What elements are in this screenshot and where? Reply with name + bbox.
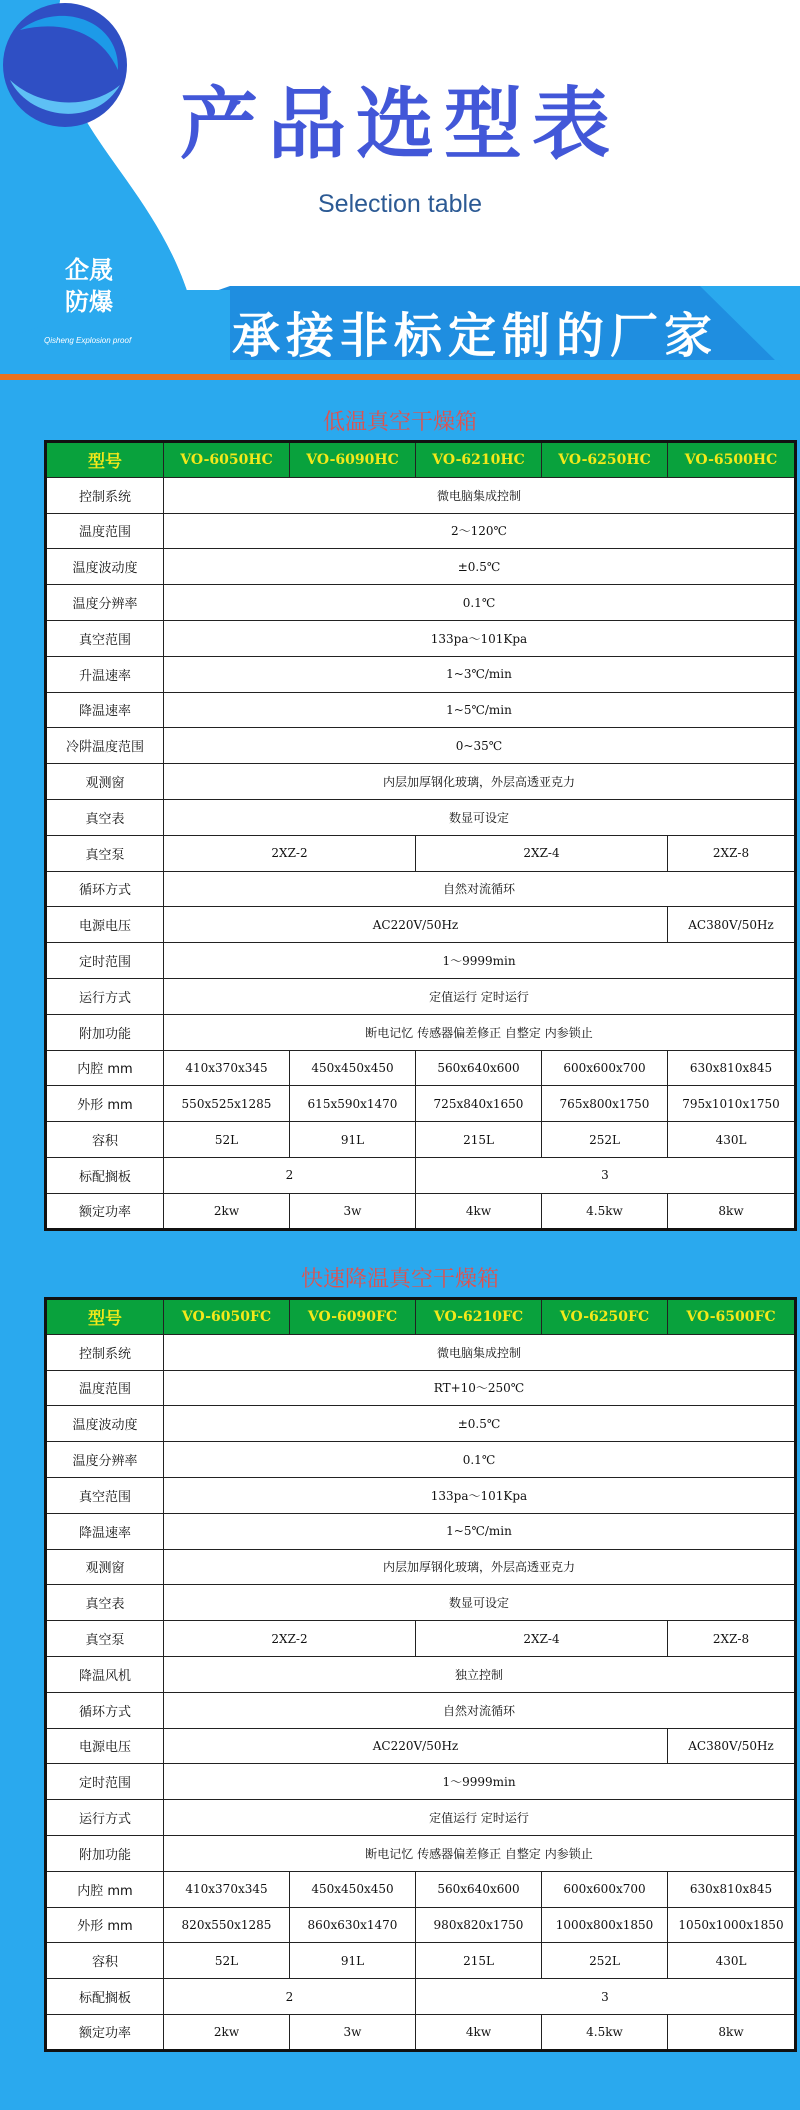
table-row xyxy=(46,871,796,907)
header-divider xyxy=(0,374,800,380)
table-cell: 410x370x345 xyxy=(164,1871,290,1907)
table-cell: 4.5kw xyxy=(542,1193,668,1229)
model-label: 型号 xyxy=(46,442,164,478)
logo-text-line2: 防爆 xyxy=(65,287,113,316)
table-cell: 1~5℃/min xyxy=(164,1513,796,1549)
table-row xyxy=(46,585,796,621)
row-label: 定时范围 xyxy=(46,943,164,979)
page-title: 产品选型表 xyxy=(179,79,620,170)
table-cell: 560x640x600 xyxy=(416,1871,542,1907)
table-cell: 860x630x1470 xyxy=(290,1907,416,1943)
table-cell: 630x810x845 xyxy=(668,1050,796,1086)
model-name: VO-6250HC xyxy=(542,442,668,478)
table-cell: 2XZ-2 xyxy=(164,835,416,871)
row-label: 降温速率 xyxy=(46,692,164,728)
table-row xyxy=(46,1621,796,1657)
table-cell: 3 xyxy=(416,1157,796,1193)
table-cell: 765x800x1750 xyxy=(542,1086,668,1122)
table-row xyxy=(46,1692,796,1728)
table-row xyxy=(46,1157,796,1193)
table-cell: 215L xyxy=(416,1943,542,1979)
model-name: VO-6050FC xyxy=(164,1299,290,1335)
table-cell: 52L xyxy=(164,1943,290,1979)
table-cell: 微电脑集成控制 xyxy=(164,1334,796,1370)
row-label: 外形 mm xyxy=(46,1086,164,1122)
table-cell: 1~5℃/min xyxy=(164,692,796,728)
table-cell: 600x600x700 xyxy=(542,1871,668,1907)
table-row xyxy=(46,513,796,549)
table-cell: 133pa～101Kpa xyxy=(164,1477,796,1513)
table-row xyxy=(46,835,796,871)
table-cell: 215L xyxy=(416,1122,542,1158)
row-label: 真空范围 xyxy=(46,1477,164,1513)
table-cell: 600x600x700 xyxy=(542,1050,668,1086)
table-row xyxy=(46,1728,796,1764)
row-label: 降温风机 xyxy=(46,1656,164,1692)
row-label: 观测窗 xyxy=(46,1549,164,1585)
table-row xyxy=(46,1656,796,1692)
table-row xyxy=(46,978,796,1014)
row-label: 循环方式 xyxy=(46,871,164,907)
row-label: 真空范围 xyxy=(46,620,164,656)
row-label: 观测窗 xyxy=(46,764,164,800)
table-cell: 独立控制 xyxy=(164,1656,796,1692)
row-label: 真空表 xyxy=(46,799,164,835)
table-cell: 1~3℃/min xyxy=(164,656,796,692)
logo-tagline: Qisheng Explosion proof xyxy=(44,336,132,345)
row-label: 内腔 mm xyxy=(46,1050,164,1086)
table-cell: 820x550x1285 xyxy=(164,1907,290,1943)
row-label: 温度分辨率 xyxy=(46,1442,164,1478)
row-label: 运行方式 xyxy=(46,1800,164,1836)
table-cell: 795x1010x1750 xyxy=(668,1086,796,1122)
row-label: 温度分辨率 xyxy=(46,585,164,621)
model-name: VO-6210FC xyxy=(416,1299,542,1335)
table-cell: ±0.5℃ xyxy=(164,1406,796,1442)
table-row xyxy=(46,1800,796,1836)
table-row xyxy=(46,1406,796,1442)
table-cell: 2kw xyxy=(164,1193,290,1229)
table-cell: AC220V/50Hz xyxy=(164,1728,668,1764)
table-cell: 4kw xyxy=(416,2014,542,2050)
table-row xyxy=(46,1513,796,1549)
table-cell: 内层加厚钢化玻璃，外层高透亚克力 xyxy=(164,1549,796,1585)
table-row xyxy=(46,1764,796,1800)
table-cell: 定值运行 定时运行 xyxy=(164,1800,796,1836)
model-label: 型号 xyxy=(46,1299,164,1335)
model-name: VO-6050HC xyxy=(164,442,290,478)
table-cell: 2kw xyxy=(164,2014,290,2050)
table-cell: 91L xyxy=(290,1122,416,1158)
table-cell: AC380V/50Hz xyxy=(668,1728,796,1764)
table-cell: 内层加厚钢化玻璃，外层高透亚克力 xyxy=(164,764,796,800)
logo-text-line1: 企晟 xyxy=(65,255,113,284)
row-label: 额定功率 xyxy=(46,2014,164,2050)
table-cell: 1000x800x1850 xyxy=(542,1907,668,1943)
table-cell: 1050x1000x1850 xyxy=(668,1907,796,1943)
section-title-low-temp: 低温真空干燥箱 xyxy=(322,410,477,435)
row-label: 标配搁板 xyxy=(46,1979,164,2015)
table-row xyxy=(46,692,796,728)
table-cell: 450x450x450 xyxy=(290,1050,416,1086)
model-name: VO-6500FC xyxy=(668,1299,796,1335)
row-label: 真空泵 xyxy=(46,1621,164,1657)
table-cell: 数显可设定 xyxy=(164,799,796,835)
table-row xyxy=(46,728,796,764)
table-cell: 0~35℃ xyxy=(164,728,796,764)
table-row xyxy=(46,477,796,513)
table-cell: 725x840x1650 xyxy=(416,1086,542,1122)
table-row xyxy=(46,1050,796,1086)
table-row xyxy=(46,2014,796,2050)
model-name: VO-6250FC xyxy=(542,1299,668,1335)
row-label: 温度范围 xyxy=(46,1370,164,1406)
table-row xyxy=(46,1122,796,1158)
table-cell: 410x370x345 xyxy=(164,1050,290,1086)
table-row xyxy=(46,764,796,800)
spec-table-fast-cooling xyxy=(44,1297,797,2052)
table-cell: 2 xyxy=(164,1157,416,1193)
row-label: 容积 xyxy=(46,1943,164,1979)
row-label: 温度范围 xyxy=(46,513,164,549)
table-row xyxy=(46,549,796,585)
row-label: 真空表 xyxy=(46,1585,164,1621)
row-label: 附加功能 xyxy=(46,1835,164,1871)
table-cell: 2～120℃ xyxy=(164,513,796,549)
table-cell: 断电记忆 传感器偏差修正 自整定 内参锁止 xyxy=(164,1835,796,1871)
row-label: 定时范围 xyxy=(46,1764,164,1800)
table-cell: AC380V/50Hz xyxy=(668,907,796,943)
table-cell: 3w xyxy=(290,1193,416,1229)
table-cell: 自然对流循环 xyxy=(164,1692,796,1728)
section-title-fast-cooling: 快速降温真空干燥箱 xyxy=(300,1267,499,1292)
table-cell: ±0.5℃ xyxy=(164,549,796,585)
row-label: 升温速率 xyxy=(46,656,164,692)
table-row xyxy=(46,1193,796,1229)
table-cell: 4kw xyxy=(416,1193,542,1229)
table-row xyxy=(46,907,796,943)
table-cell: 1～9999min xyxy=(164,943,796,979)
table-row xyxy=(46,1871,796,1907)
table-cell: 615x590x1470 xyxy=(290,1086,416,1122)
table-cell: 数显可设定 xyxy=(164,1585,796,1621)
spec-table-low-temp xyxy=(44,440,797,1231)
table-cell: 133pa～101Kpa xyxy=(164,620,796,656)
table-row xyxy=(46,1585,796,1621)
table-cell: 微电脑集成控制 xyxy=(164,477,796,513)
table-row xyxy=(46,620,796,656)
table-cell: 2 xyxy=(164,1979,416,2015)
table-row xyxy=(46,1979,796,2015)
table-cell: 450x450x450 xyxy=(290,1871,416,1907)
row-label: 真空泵 xyxy=(46,835,164,871)
row-label: 冷阱温度范围 xyxy=(46,728,164,764)
model-name: VO-6500HC xyxy=(668,442,796,478)
table-cell: 252L xyxy=(542,1943,668,1979)
table-cell: 自然对流循环 xyxy=(164,871,796,907)
table-row xyxy=(46,1370,796,1406)
table-cell: 1～9999min xyxy=(164,1764,796,1800)
table-cell: 252L xyxy=(542,1122,668,1158)
slogan-banner: 承接非标定制的厂家 xyxy=(232,308,719,364)
model-name: VO-6090FC xyxy=(290,1299,416,1335)
row-label: 控制系统 xyxy=(46,1334,164,1370)
table-cell: 8kw xyxy=(668,2014,796,2050)
row-label: 电源电压 xyxy=(46,1728,164,1764)
table-cell: RT+10～250℃ xyxy=(164,1370,796,1406)
table-cell: 定值运行 定时运行 xyxy=(164,978,796,1014)
row-label: 运行方式 xyxy=(46,978,164,1014)
table-cell: 2XZ-8 xyxy=(668,1621,796,1657)
table-cell: 8kw xyxy=(668,1193,796,1229)
table-row xyxy=(46,1086,796,1122)
row-label: 控制系统 xyxy=(46,477,164,513)
row-label: 循环方式 xyxy=(46,1692,164,1728)
table-cell: 4.5kw xyxy=(542,2014,668,2050)
table-cell: 980x820x1750 xyxy=(416,1907,542,1943)
table-row xyxy=(46,1907,796,1943)
table-row xyxy=(46,656,796,692)
table-cell: 2XZ-4 xyxy=(416,835,668,871)
row-label: 温度波动度 xyxy=(46,549,164,585)
table-row xyxy=(46,1943,796,1979)
row-label: 温度波动度 xyxy=(46,1406,164,1442)
table-header-row xyxy=(46,1299,796,1335)
row-label: 额定功率 xyxy=(46,1193,164,1229)
table-cell: 630x810x845 xyxy=(668,1871,796,1907)
table-cell: 3w xyxy=(290,2014,416,2050)
table-cell: AC220V/50Hz xyxy=(164,907,668,943)
table-row xyxy=(46,943,796,979)
row-label: 附加功能 xyxy=(46,1014,164,1050)
row-label: 内腔 mm xyxy=(46,1871,164,1907)
page-subtitle: Selection table xyxy=(317,190,482,218)
table-cell: 0.1℃ xyxy=(164,1442,796,1478)
table-cell: 52L xyxy=(164,1122,290,1158)
table-row xyxy=(46,1477,796,1513)
company-logo xyxy=(0,0,130,130)
table-cell: 91L xyxy=(290,1943,416,1979)
table-cell: 2XZ-2 xyxy=(164,1621,416,1657)
table-row xyxy=(46,1334,796,1370)
page-header xyxy=(0,0,800,378)
table-row xyxy=(46,1014,796,1050)
table-cell: 430L xyxy=(668,1943,796,1979)
table-cell: 断电记忆 传感器偏差修正 自整定 内参锁止 xyxy=(164,1014,796,1050)
table-row xyxy=(46,1549,796,1585)
row-label: 降温速率 xyxy=(46,1513,164,1549)
table-header-row xyxy=(46,442,796,478)
table-row xyxy=(46,1442,796,1478)
table-cell: 0.1℃ xyxy=(164,585,796,621)
model-name: VO-6090HC xyxy=(290,442,416,478)
table-cell: 430L xyxy=(668,1122,796,1158)
model-name: VO-6210HC xyxy=(416,442,542,478)
table-cell: 3 xyxy=(416,1979,796,2015)
row-label: 标配搁板 xyxy=(46,1157,164,1193)
table-cell: 2XZ-4 xyxy=(416,1621,668,1657)
table-row xyxy=(46,1835,796,1871)
table-cell: 550x525x1285 xyxy=(164,1086,290,1122)
table-row xyxy=(46,799,796,835)
table-cell: 2XZ-8 xyxy=(668,835,796,871)
row-label: 外形 mm xyxy=(46,1907,164,1943)
row-label: 电源电压 xyxy=(46,907,164,943)
table-cell: 560x640x600 xyxy=(416,1050,542,1086)
row-label: 容积 xyxy=(46,1122,164,1158)
